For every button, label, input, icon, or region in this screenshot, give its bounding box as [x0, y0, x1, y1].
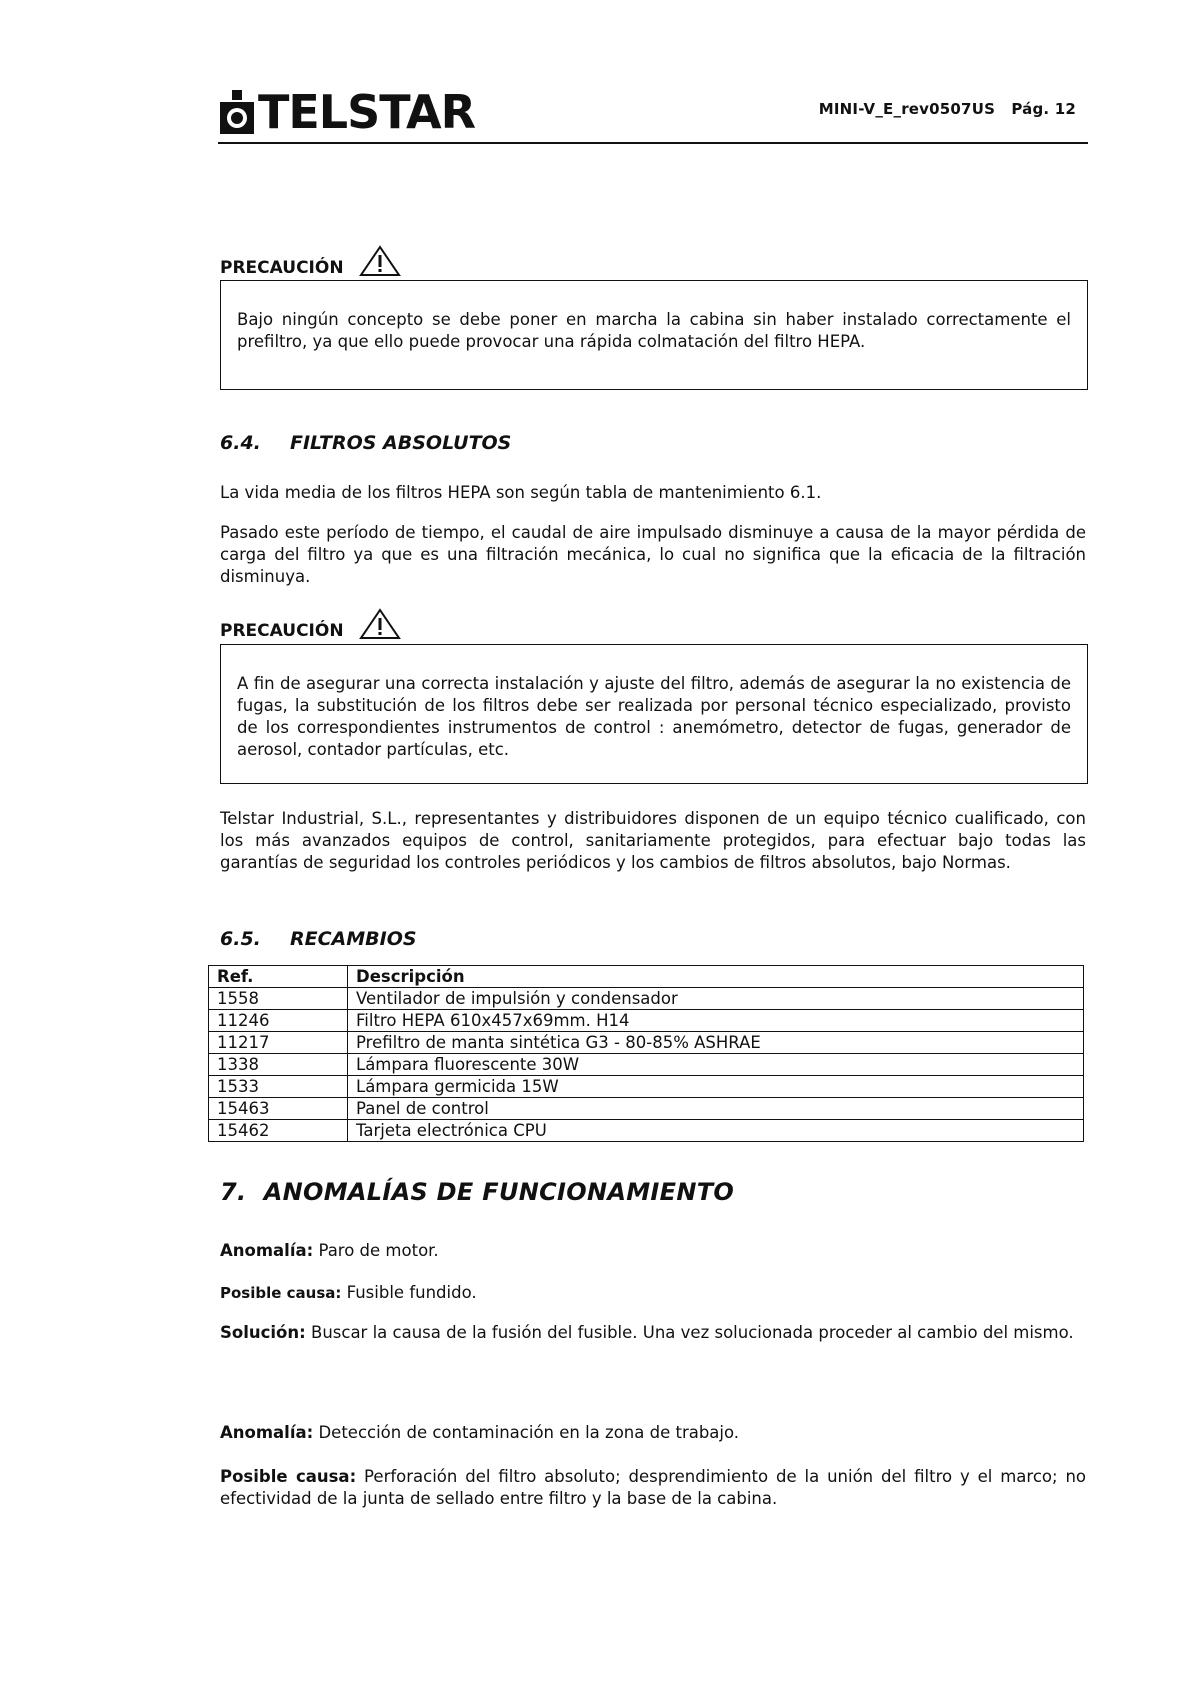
warning-triangle-icon — [358, 244, 402, 278]
telstar-logo — [218, 85, 476, 139]
cell-description: Tarjeta electrónica CPU — [348, 1120, 1084, 1142]
document-reference: MINI-V_E_rev0507US Pág. 12 — [818, 100, 1076, 118]
cell-ref: 1558 — [209, 988, 348, 1010]
telstar-logo-icon — [218, 90, 256, 134]
anomaly-1-line — [220, 1240, 1086, 1262]
table-row — [209, 1120, 1084, 1142]
cause-text: Perforación del filtro absoluto; desprendimiento de la unión del filtro y el marco; no efectividad de la junta de sellado entre filtro y la base de la cabina. — [220, 1467, 1086, 1508]
chapter-heading-7: 7. ANOMALÍAS DE FUNCIONAMIENTO — [220, 1178, 735, 1206]
anomaly-label: Anomalía: — [220, 1241, 314, 1260]
solution-text: Buscar la causa de la fusión del fusible. Una vez solucionada proceder al cambio del mismo. — [305, 1323, 1074, 1342]
anomaly-1-cause — [220, 1282, 1086, 1304]
anomaly-text: Detección de contaminación en la zona de trabajo. — [313, 1423, 740, 1442]
page-header — [218, 82, 1088, 144]
table-row — [209, 1032, 1084, 1054]
cause-label: Posible causa: — [220, 1284, 342, 1302]
anomaly-2-line — [220, 1422, 1086, 1444]
section-heading-6-5 — [220, 928, 417, 950]
section-number: 6.4. — [220, 432, 261, 454]
cause-label: Posible causa: — [220, 1467, 357, 1486]
cell-ref: 1338 — [209, 1054, 348, 1076]
table-row — [209, 1076, 1084, 1098]
table-row — [209, 1098, 1084, 1120]
cell-description: Ventilador de impulsión y condensador — [348, 988, 1084, 1010]
warning-triangle-icon — [358, 607, 402, 641]
table-row — [209, 1010, 1084, 1032]
anomaly-label: Anomalía: — [220, 1423, 314, 1442]
caution-heading-2 — [220, 607, 402, 641]
anomaly-2-cause — [220, 1466, 1086, 1510]
paragraph-hepa-life: La vida media de los filtros HEPA son según tabla de mantenimiento 6.1. — [220, 483, 822, 502]
cell-description: Panel de control — [348, 1098, 1084, 1120]
cell-ref: 15462 — [209, 1120, 348, 1142]
table-row — [209, 988, 1084, 1010]
caution-box-1 — [220, 280, 1088, 390]
caution-text-2: A fin de asegurar una correcta instalación y ajuste del filtro, además de asegurar la no existencia de fugas, la substitución de los filtros debe ser realizada por personal técnico especializado, provisto de los correspondientes instrumentos de control : anemómetro, detector de fugas, generador de aerosol, contador partículas, etc. — [237, 674, 1071, 759]
caution-box-2 — [220, 644, 1088, 784]
table-header-row — [209, 966, 1084, 988]
column-header-description: Descripción — [348, 966, 1084, 988]
cell-description: Filtro HEPA 610x457x69mm. H14 — [348, 1010, 1084, 1032]
column-header-ref: Ref. — [209, 966, 348, 988]
cell-ref: 11217 — [209, 1032, 348, 1054]
section-number: 6.5. — [220, 928, 261, 950]
section-heading-6-4 — [220, 432, 511, 454]
caution-label: PRECAUCIÓN — [220, 258, 344, 278]
caution-label: PRECAUCIÓN — [220, 621, 344, 641]
anomaly-1-solution — [220, 1322, 1086, 1344]
paragraph-telstar-service: Telstar Industrial, S.L., representantes y distribuidores disponen de un equipo técnico cualificado, con los más avanzados equipos de control, sanitariamente protegidos, para efectuar bajo todas las garantías de seguridad los controles periódicos y los cambios de filtros absolutos, bajo Normas. — [220, 809, 1086, 872]
cell-ref: 1533 — [209, 1076, 348, 1098]
table-row — [209, 1054, 1084, 1076]
cause-text: Fusible fundido. — [341, 1283, 477, 1302]
anomaly-text: Paro de motor. — [313, 1241, 439, 1260]
caution-heading-1 — [220, 244, 402, 278]
cell-ref: 15463 — [209, 1098, 348, 1120]
logo-text: TELSTAR — [258, 85, 476, 139]
paragraph-flow-decrease: Pasado este período de tiempo, el caudal de aire impulsado disminuye a causa de la mayor pérdida de carga del filtro ya que es una filtración mecánica, lo cual no significa que la eficacia de la filtración disminuya. — [220, 523, 1086, 586]
caution-text-1: Bajo ningún concepto se debe poner en marcha la cabina sin haber instalado correctamente el prefiltro, ya que ello puede provocar una rápida colmatación del filtro HEPA. — [237, 310, 1071, 351]
solution-label: Solución: — [220, 1323, 306, 1342]
cell-description: Lámpara germicida 15W — [348, 1076, 1084, 1098]
cell-description: Lámpara fluorescente 30W — [348, 1054, 1084, 1076]
section-title: FILTROS ABSOLUTOS — [290, 432, 512, 454]
section-title: RECAMBIOS — [290, 928, 417, 950]
spare-parts-table — [208, 965, 1084, 1142]
cell-description: Prefiltro de manta sintética G3 - 80-85% ASHRAE — [348, 1032, 1084, 1054]
cell-ref: 11246 — [209, 1010, 348, 1032]
